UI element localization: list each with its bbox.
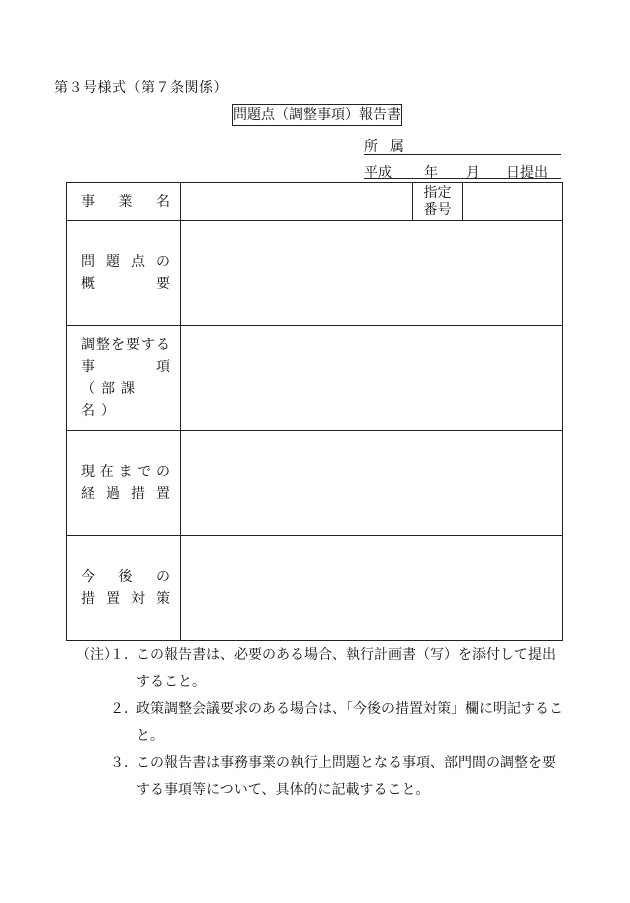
note-number: １．: [110, 647, 138, 663]
note-text: この報告書は、必要のある場合、執行計画書（写）を添付して提出すること。: [136, 647, 556, 690]
date-era: 平成: [364, 165, 392, 181]
note-item: [76, 750, 568, 804]
report-table: [66, 182, 563, 641]
note-number: ３．: [110, 755, 138, 771]
project-name-field[interactable]: [181, 183, 413, 221]
measures-so-far-field[interactable]: [181, 431, 563, 536]
designated-number-field[interactable]: [463, 183, 563, 221]
designated-number-label: 指定 番号: [413, 183, 463, 221]
note-item: [76, 696, 568, 750]
label-line: 事 業 名: [81, 193, 170, 210]
coordination-items-label: 調 整 を 要 す る 事 項 （部課名）: [67, 326, 181, 431]
notes-section: [76, 642, 568, 804]
future-measures-label: 今 後 の 措 置 対 策: [67, 536, 181, 641]
note-text: この報告書は事務事業の執行上問題となる事項、部門間の調整を要する事項等について、具体的に記載すること。: [136, 755, 556, 798]
note-number: ２．: [110, 701, 138, 717]
project-name-label: [67, 183, 181, 221]
form-number: 第３号様式（第７条関係）: [54, 80, 228, 96]
affiliation-field-line[interactable]: [364, 154, 561, 155]
note-text: 政策調整会議要求のある場合は、「今後の措置対策」欄に明記すること。: [136, 701, 563, 744]
notes-prefix: （注）: [76, 647, 118, 663]
date-underline: [364, 178, 561, 179]
future-measures-field[interactable]: [181, 536, 563, 641]
date-month-label: 月: [466, 165, 480, 181]
measures-so-far-label: 現 在 ま で の 経 過 措 置: [67, 431, 181, 536]
date-day-label: 日提出: [506, 165, 548, 181]
problem-summary-label: 問 題 点 の 概 要: [67, 221, 181, 326]
document-title: 問題点（調整事項）報告書: [232, 104, 402, 126]
note-item: [76, 642, 568, 696]
coordination-items-field[interactable]: [181, 326, 563, 431]
date-year-label: 年: [424, 165, 438, 181]
problem-summary-field[interactable]: [181, 221, 563, 326]
affiliation-label: 所属: [364, 139, 416, 155]
